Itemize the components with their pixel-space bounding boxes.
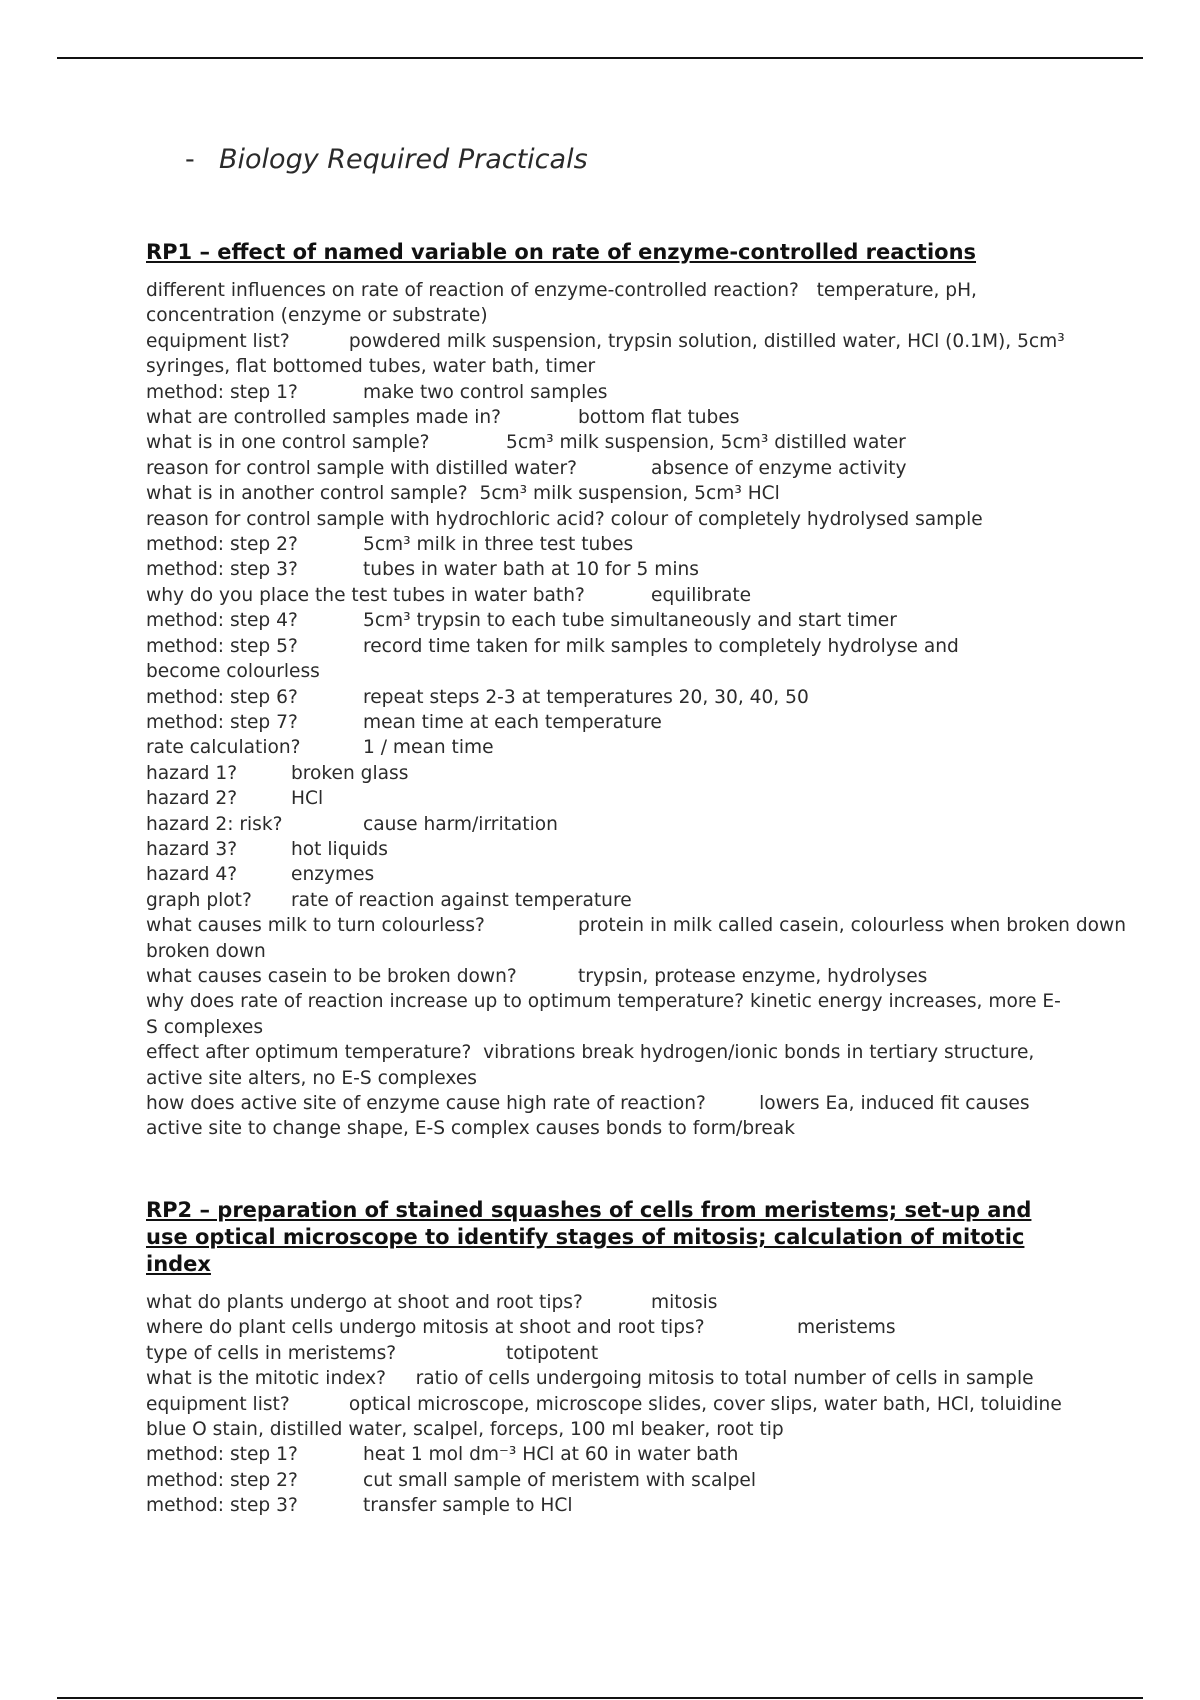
list-item	[146, 735, 1066, 760]
question: why do you place the test tubes in water bath?	[146, 584, 585, 606]
list-item	[146, 278, 1066, 329]
list-item	[146, 1468, 1066, 1493]
list-item	[146, 405, 1066, 430]
answer: ratio of cells undergoing mitosis to total number of cells in sample	[415, 1368, 1034, 1390]
title-text: Biology Required Practicals	[219, 144, 588, 175]
answer: equilibrate	[651, 584, 752, 606]
question: why does rate of reaction increase up to optimum temperature?	[146, 991, 745, 1013]
answer: 5cm³ milk suspension, 5cm³ HCl	[479, 483, 780, 505]
answer: 5cm³ milk in three test tubes	[363, 534, 634, 556]
question: hazard 2: risk?	[146, 813, 283, 835]
list-item	[146, 812, 1066, 837]
answer: repeat steps 2-3 at temperatures 20, 30, 40, 50	[363, 686, 809, 708]
question: where do plant cells undergo mitosis at shoot and root tips?	[146, 1317, 705, 1339]
answer: rate of reaction against temperature	[291, 889, 632, 911]
title-bullet: -	[185, 144, 195, 175]
answer: cut small sample of meristem with scalpel	[363, 1469, 757, 1491]
list-item	[146, 1392, 1066, 1443]
list-item	[146, 1290, 1066, 1315]
list-item	[146, 583, 1066, 608]
list-item	[146, 862, 1066, 887]
question: rate calculation?	[146, 737, 301, 759]
question: what is the mitotic index?	[146, 1368, 387, 1390]
answer: totipotent	[506, 1342, 599, 1364]
list-item	[146, 456, 1066, 481]
answer: kinetic energy increases, more E-S complexes	[146, 991, 1061, 1038]
question: what are controlled samples made in?	[146, 407, 502, 429]
answer: protein in milk called casein, colourless when broken down	[578, 915, 1127, 937]
list-item	[146, 1341, 1066, 1366]
list-item	[146, 1366, 1066, 1391]
list-item	[146, 1442, 1066, 1467]
qa-list	[146, 1290, 1066, 1519]
question: hazard 2?	[146, 788, 238, 810]
list-item: what causes milk to turn colourless? protein in milk called casein, colourless when broken down broken down	[146, 915, 1127, 962]
question: hazard 3?	[146, 838, 238, 860]
list-item	[146, 608, 1066, 633]
answer: temperature, pH, concentration (enzyme or substrate)	[146, 280, 977, 327]
question: method: step 2?	[146, 534, 298, 556]
question: reason for control sample with hydrochloric acid?	[146, 508, 605, 530]
question: equipment list?	[146, 330, 290, 352]
answer: 5cm³ trypsin to each tube simultaneously and start timer	[363, 610, 897, 632]
list-item	[146, 430, 1066, 455]
answer: 1 / mean time	[363, 737, 494, 759]
qa-list	[146, 278, 1127, 1142]
answer: lowers Ea, induced fit causes active site to change shape, E-S complex causes bonds to form/break	[146, 1093, 1030, 1140]
question: method: step 7?	[146, 711, 298, 733]
section-rp1	[146, 239, 1127, 1142]
question: what do plants undergo at shoot and root tips?	[146, 1292, 583, 1313]
answer: colour of completely hydrolysed sample	[610, 508, 983, 530]
list-item	[146, 685, 1066, 710]
answer: heat 1 mol dm⁻³ HCl at 60 in water bath	[363, 1444, 739, 1466]
question: method: step 2?	[146, 1469, 298, 1491]
answer: optical microscope, microscope slides, cover slips, water bath, HCl, toluidine blue O stain, distilled water, scalpel, forceps, 100 ml beaker, root tip	[146, 1393, 1062, 1441]
question: graph plot?	[146, 889, 252, 911]
list-item	[146, 786, 1066, 811]
question: different influences on rate of reaction of enzyme-controlled reaction?	[146, 280, 799, 301]
question: type of cells in meristems?	[146, 1342, 397, 1364]
answer: absence of enzyme activity	[651, 457, 907, 479]
answer-continuation: become colourless	[146, 661, 320, 683]
list-item	[146, 481, 1066, 506]
list-item	[146, 634, 1066, 685]
answer: enzymes	[291, 864, 375, 886]
question: method: step 1?	[146, 1444, 298, 1466]
answer: hot liquids	[291, 838, 388, 860]
list-item	[146, 1315, 1066, 1340]
answer: mean time at each temperature	[363, 711, 662, 733]
section-heading: RP1 – effect of named variable on rate of enzyme-controlled reactions	[146, 240, 977, 264]
list-item	[146, 964, 1066, 989]
question: method: step 5?	[146, 635, 298, 657]
answer: make two control samples	[363, 381, 608, 403]
question: how does active site of enzyme cause high rate of reaction?	[146, 1093, 706, 1114]
question: hazard 4?	[146, 864, 238, 886]
list-item	[146, 761, 1066, 786]
question: hazard 1?	[146, 762, 238, 784]
question: reason for control sample with distilled water?	[146, 457, 577, 479]
section-rp2	[146, 1197, 1066, 1519]
question: method: step 4?	[146, 610, 298, 632]
question: effect after optimum temperature?	[146, 1042, 472, 1064]
list-item	[146, 837, 1066, 862]
answer: cause harm/irritation	[363, 813, 558, 835]
document-title	[185, 144, 588, 175]
answer: powdered milk suspension, trypsin solution, distilled water, HCl (0.1M), 5cm³ syringes, flat bottomed tubes, water bath, timer	[146, 330, 1065, 378]
list-item	[146, 380, 1066, 405]
question: what is in another control sample?	[146, 483, 468, 505]
list-item	[146, 1493, 1066, 1518]
list-item	[146, 1040, 1066, 1091]
question: what is in one control sample?	[146, 432, 430, 454]
list-item	[146, 710, 1066, 735]
answer: HCl	[291, 788, 324, 810]
list-item	[146, 329, 1066, 380]
question: what causes casein to be broken down?	[146, 965, 517, 987]
section-heading: RP2 – preparation of stained squashes of cells from meristems; set-up and use optical microscope to identify stages of mitosis; calculation of mitotic index	[146, 1198, 1032, 1276]
list-item	[146, 1091, 1066, 1142]
answer: vibrations break hydrogen/ionic bonds in tertiary structure, active site alters, no E-S complexes	[146, 1042, 1035, 1089]
answer: meristems	[797, 1317, 896, 1339]
top-rule	[57, 57, 1143, 59]
question: equipment list?	[146, 1393, 290, 1415]
list-item	[146, 557, 1066, 582]
answer: broken glass	[291, 762, 409, 784]
list-item	[146, 532, 1066, 557]
answer: tubes in water bath at 10 for 5 mins	[363, 559, 699, 581]
answer: 5cm³ milk suspension, 5cm³ distilled water	[506, 432, 906, 454]
question: method: step 1?	[146, 381, 298, 403]
question: method: step 3?	[146, 559, 298, 581]
list-item	[146, 507, 1066, 532]
answer: transfer sample to HCl	[363, 1495, 573, 1517]
question: method: step 6?	[146, 686, 298, 708]
answer: mitosis	[651, 1292, 718, 1313]
answer: trypsin, protease enzyme, hydrolyses	[578, 965, 928, 987]
question: method: step 3?	[146, 1495, 298, 1517]
list-item	[146, 989, 1066, 1040]
list-item	[146, 888, 1066, 913]
answer: bottom flat tubes	[578, 407, 740, 429]
question: what causes milk to turn colourless?	[146, 915, 485, 937]
answer: record time taken for milk samples to completely hydrolyse and	[363, 635, 959, 657]
bottom-rule	[57, 1697, 1143, 1699]
